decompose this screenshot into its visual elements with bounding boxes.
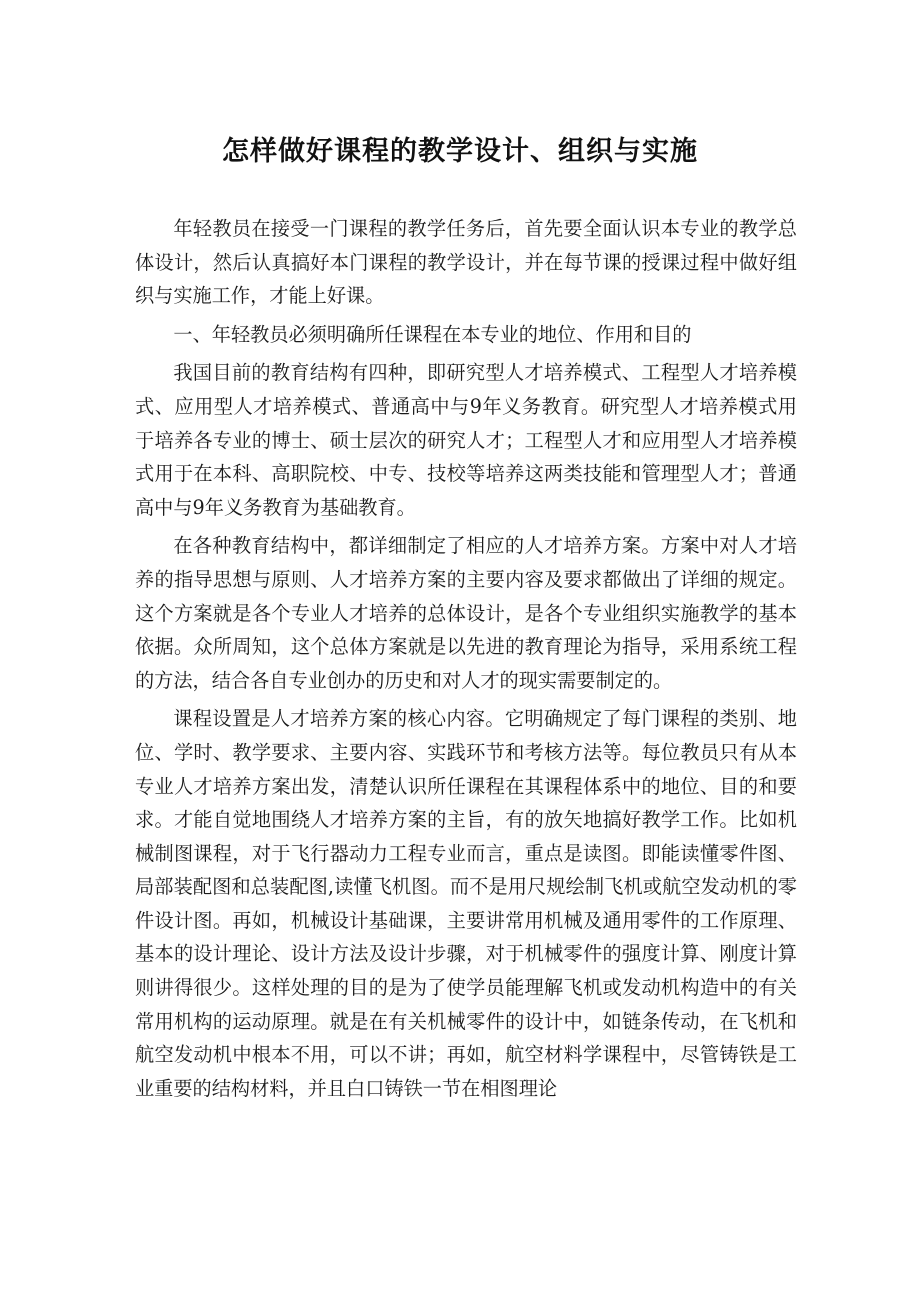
paragraph-curriculum: 课程设置是人才培养方案的核心内容。它明确规定了每门课程的类别、地位、学时、教学要求、主要内容、实践环节和考核方法等。每位教员只有从本专业人才培养方案出发，清楚认识所任课程在其课程体系中的地位、目的和要求。才能自觉地围绕人才培养方案的主旨，有的放矢地搞好教学工作。比如机械制图课程，对于飞行器动力工程专业而言，重点是读图。即能读懂零件图、局部装配图和总装配图,读懂飞机图。而不是用尺规绘制飞机或航空发动机的零件设计图。再如，机械设计基础课，主要讲常用机械及通用零件的工作原理、基本的设计理论、设计方法及设计步骤，对于机械零件的强度计算、刚度计算则讲得很少。这样处理的目的是为了使学员能理解飞机或发动机构造中的有关常用机构的运动原理。就是在有关机械零件的设计中，如链条传动，在飞机和航空发动机中根本不用，可以不讲；再如，航空材料学课程中，尽管铸铁是工业重要的结构材料，并且白口铸铁一节在相图理论 (135, 707, 797, 1100)
paragraph-education-structure: 我国目前的教育结构有四种，即研究型人才培养模式、工程型人才培养模式、应用型人才培养模式、普通高中与9年义务教育。研究型人才培养模式用于培养各专业的博士、硕士层次的研究人才；工程型人才和应用型人才培养模式用于在本科、高职院校、中专、技校等培养这两类技能和管理型人才；普通高中与9年义务教育为基础教育。 (135, 361, 797, 519)
section-heading-1: 一、年轻教员必须明确所任课程在本专业的地位、作用和目的 (173, 322, 692, 346)
paragraph-training-plan: 在各种教育结构中，都详细制定了相应的人才培养方案。方案中对人才培养的指导思想与原则、人才培养方案的主要内容及要求都做出了详细的规定。这个方案就是各个专业人才培养的总体设计，是各个专业组织实施教学的基本依据。众所周知，这个总体方案就是以先进的教育理论为指导，采用系统工程的方法，结合各自专业创办的历史和对人才的现实需要制定的。 (135, 534, 797, 692)
document-body (135, 212, 797, 1110)
paragraph-intro: 年轻教员在接受一门课程的教学任务后，首先要全面认识本专业的教学总体设计，然后认真搞好本门课程的教学设计，并在每节课的授课过程中做好组织与实施工作，才能上好课。 (135, 217, 797, 308)
document-title: 怎样做好课程的教学设计、组织与实施 (222, 136, 698, 167)
